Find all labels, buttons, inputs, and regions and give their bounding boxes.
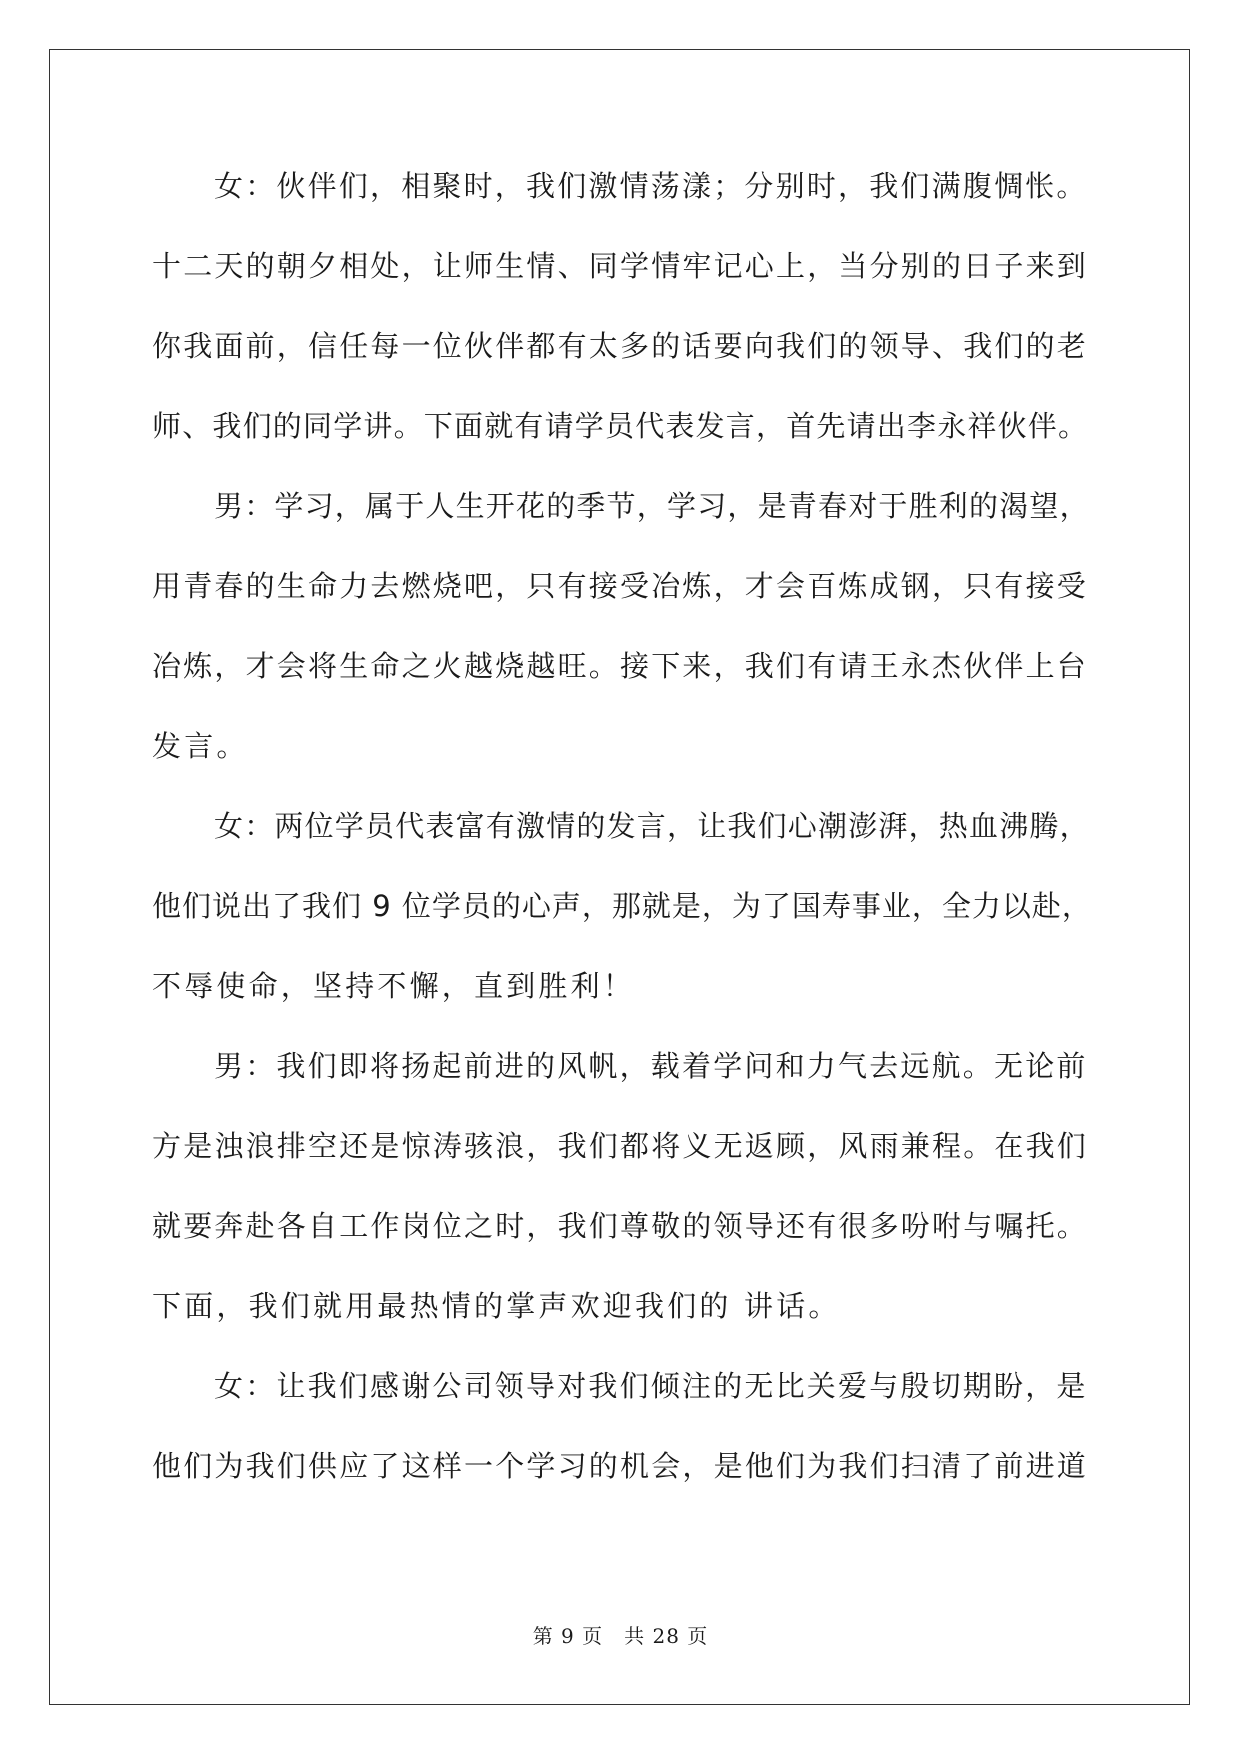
text-line: 他们说出了我们 9 位学员的心声，那就是，为了国寿事业，全力以赴， bbox=[152, 889, 1092, 923]
text-line: 女：伙伴们，相聚时，我们激情荡漾；分别时，我们满腹惆怅。 bbox=[214, 169, 1088, 203]
text-line: 冶炼，才会将生命之火越烧越旺。接下来，我们有请王永杰伙伴上台 bbox=[152, 649, 1089, 683]
text-line: 方是浊浪排空还是惊涛骇浪，我们都将义无返顾，风雨兼程。在我们 bbox=[152, 1129, 1089, 1163]
text-line: 用青春的生命力去燃烧吧，只有接受冶炼，才会百炼成钢，只有接受 bbox=[152, 569, 1089, 603]
document-body bbox=[152, 166, 1092, 1526]
text-line: 男：我们即将扬起前进的风帆，载着学问和力气去远航。无论前 bbox=[214, 1049, 1088, 1083]
text-line: 师、我们的同学讲。下面就有请学员代表发言，首先请出李永祥伙伴。 bbox=[152, 409, 1089, 443]
text-line: 不辱使命，坚持不懈，直到胜利！ bbox=[152, 969, 636, 1003]
text-line: 男：学习，属于人生开花的季节，学习，是青春对于胜利的渴望， bbox=[214, 489, 1090, 523]
text-line: 他们为我们供应了这样一个学习的机会，是他们为我们扫清了前进道 bbox=[152, 1449, 1089, 1483]
text-line: 发言。 bbox=[152, 729, 249, 763]
text-line: 女：两位学员代表富有激情的发言，让我们心潮澎湃，热血沸腾， bbox=[214, 809, 1090, 843]
text-line: 下面，我们就用最热情的掌声欢迎我们的 讲话。 bbox=[152, 1289, 841, 1323]
page-number: 第 9 页 共 28 页 bbox=[532, 1624, 709, 1648]
text-line: 十二天的朝夕相处，让师生情、同学情牢记心上，当分别的日子来到 bbox=[152, 249, 1089, 283]
text-line: 就要奔赴各自工作岗位之时，我们尊敬的领导还有很多吩咐与嘱托。 bbox=[152, 1209, 1089, 1243]
text-line: 你我面前，信任每一位伙伴都有太多的话要向我们的领导、我们的老 bbox=[152, 329, 1089, 363]
text-line: 女：让我们感谢公司领导对我们倾注的无比关爱与殷切期盼，是 bbox=[214, 1369, 1088, 1403]
